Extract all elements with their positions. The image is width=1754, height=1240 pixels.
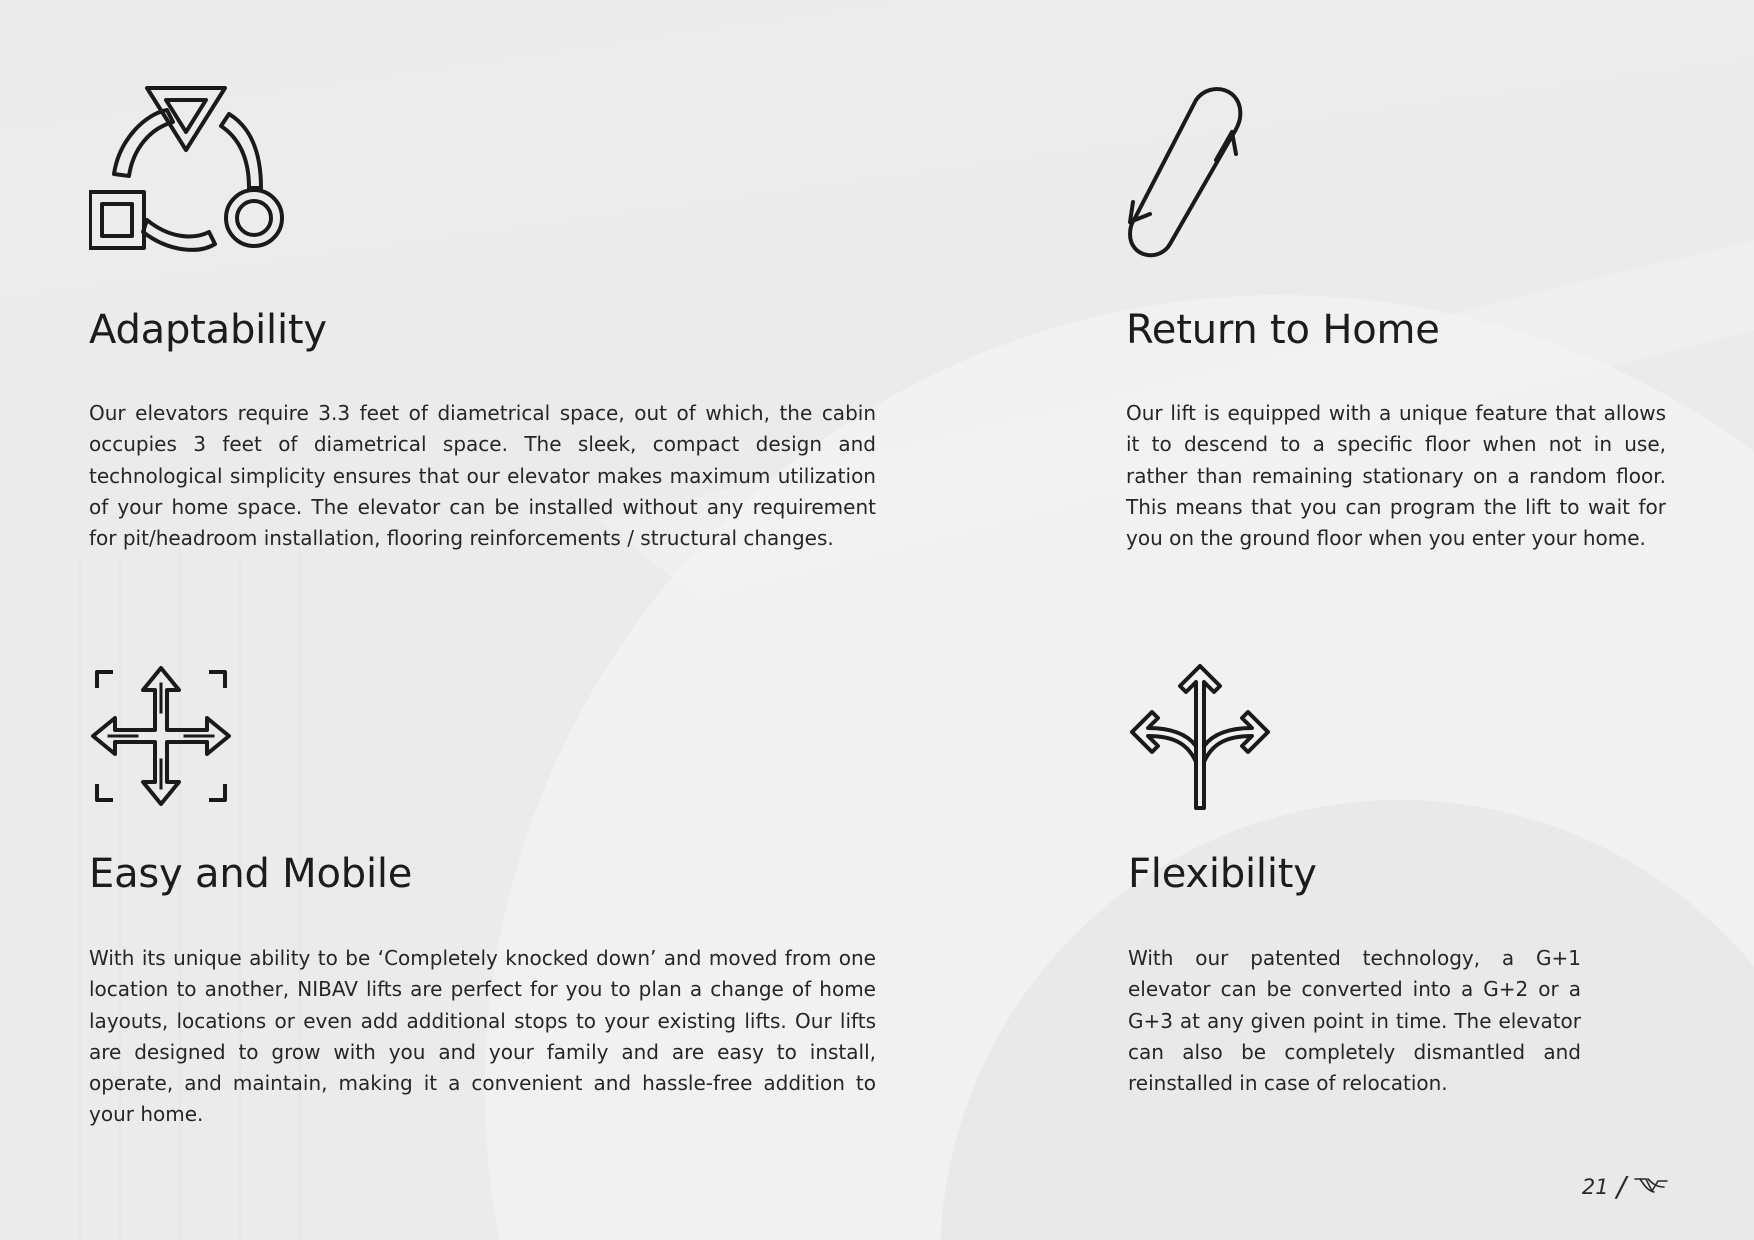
feature-description: Our lift is equipped with a unique feature that allows it to descend to a specific floor when not in use, rather than remaining stationary on a random floor. This means that you can program the lift to wait for you on the ground floor when you enter your home. [1126,401,1666,551]
adaptability-cycle-icon [89,84,289,264]
feature-description: Our elevators require 3.3 feet of diametrical space, out of which, the cabin occupies 3 feet of diametrical space. The sleek, compact design and technological simplicity ensures that our elevator makes maximum utilization of your home space. The elevator can be installed without any requirement for pit/headroom installation, flooring reinforcements / structural changes. [89,401,876,551]
return-loop-icon [1126,84,1266,274]
split-arrows-icon [1128,662,1272,812]
feature-title: Return to Home [1126,307,1440,353]
feature-title: Adaptability [89,307,327,353]
page-number: 21 [1581,1174,1609,1199]
feature-title: Easy and Mobile [89,851,413,897]
feature-description: With its unique ability to be ‘Completely knocked down’ and moved from one location to another, NIBAV lifts are perfect for you to plan a change of home layouts, locations or even add additional stops to your existing lifts. Our lifts are designed to grow with you and your family and are easy to install, operate, and maintain, making it a convenient and hassle-free addition to your home. [89,946,876,1127]
brand-logo-icon [1634,1175,1668,1199]
feature-title: Flexibility [1128,851,1317,897]
move-arrows-icon [89,664,233,808]
page-footer [1582,1170,1668,1203]
page-separator: / [1616,1170,1626,1203]
feature-description: With our patented technology, a G+1 elevator can be converted into a G+2 or a G+3 at any given point in time. The elevator can also be completely dismantled and reinstalled in case of relocation. [1128,946,1581,1096]
